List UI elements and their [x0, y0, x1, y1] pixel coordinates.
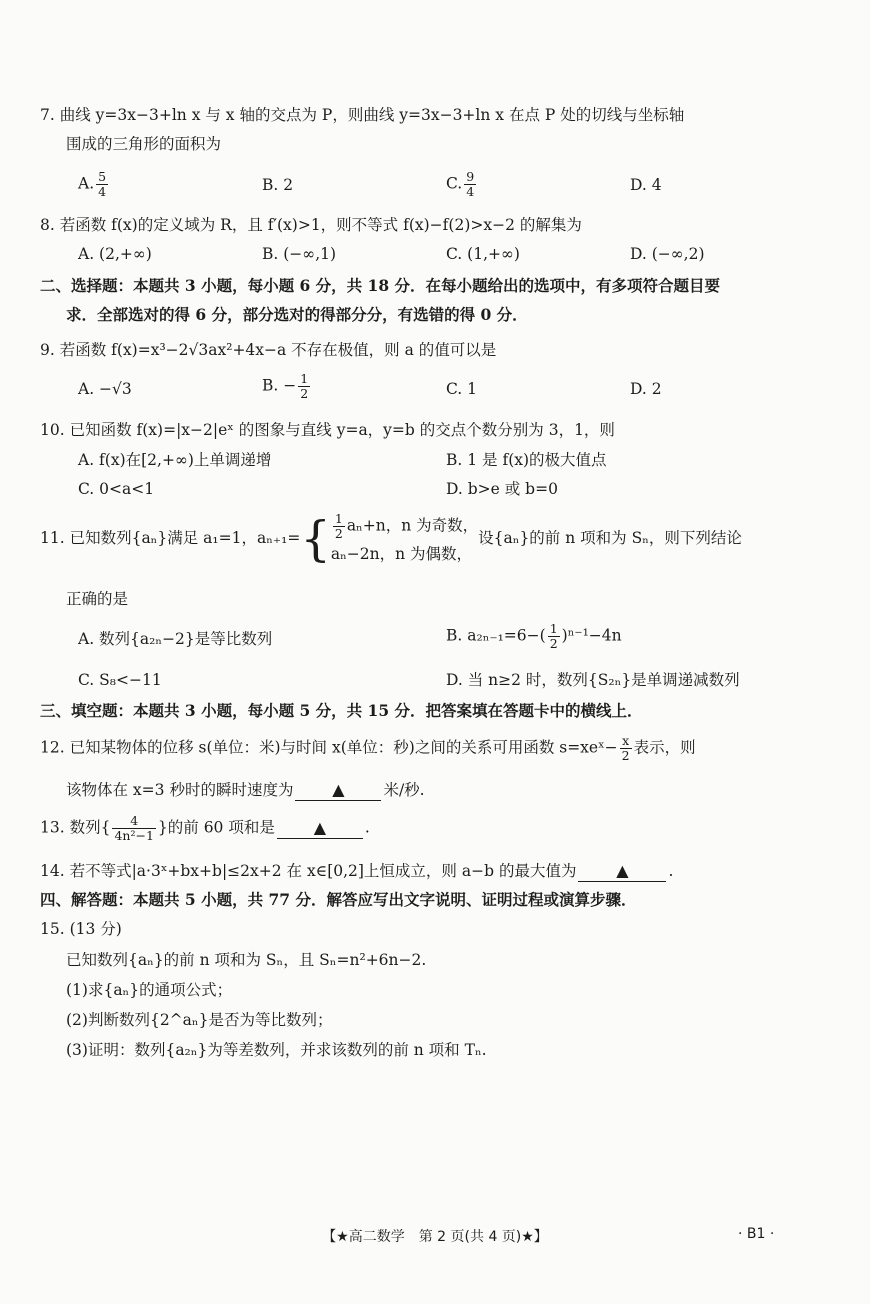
q12-stem-line1: 12. 已知某物体的位移 s(单位：米)与时间 x(单位：秒)之间的关系可用函数 s=xeˣ− $\frac{x}{2}$ 表示，则 [40, 733, 696, 763]
q15-part3: (3)证明：数列{a₂ₙ}为等差数列，并求该数列的前 n 项和 Tₙ. [66, 1041, 487, 1059]
q7-option-b: B. 2 [262, 176, 294, 194]
q7-stem-line2: 围成的三角形的面积为 [66, 135, 222, 153]
q10-option-d: D. b>e 或 b=0 [446, 480, 558, 498]
q14-answer-blank [578, 861, 666, 882]
section2-heading-line1: 二、选择题：本题共 3 小题，每小题 6 分，共 18 分．在每小题给出的选项中，有多项符合题目要 [40, 276, 721, 295]
q10-stem: 10. 已知函数 f(x)=|x−2|eˣ 的图象与直线 y=a，y=b 的交点个数分别为 3，1，则 [40, 421, 615, 439]
q9-stem: 9. 若函数 f(x)=x³−2√3ax²+4x−a 不存在极值，则 a 的值可以是 [40, 341, 497, 359]
q12-stem-line2: 该物体在 x=3 秒时的瞬时速度为 ▲ 米/秒. [66, 780, 425, 799]
q15-part2: (2)判断数列{2^aₙ}是否为等比数列； [66, 1011, 333, 1029]
q12-answer-blank [295, 780, 381, 801]
q7-option-c: C. $\frac{9}{4}$ [446, 169, 475, 199]
q11-option-a: A. 数列{a₂ₙ−2}是等比数列 [78, 630, 273, 648]
q11-stem-line2: 正确的是 [66, 590, 129, 608]
q8-option-b: B. (−∞,1) [262, 245, 337, 263]
q11-stem: 11. 已知数列{aₙ}满足 a₁=1，aₙ₊₁={ $\frac{1}{2}$ aₙ+n，n 为奇数， aₙ−2n，n 为偶数， 设{aₙ}的前 n 项和为 Sₙ，则下列结论 [40, 510, 742, 567]
page-footer: 【★高二数学 第 2 页(共 4 页)★】 [322, 1229, 548, 1245]
q9-option-a: A. −√3 [78, 380, 132, 398]
paper-code: · B1 · [738, 1226, 775, 1242]
q8-option-a: A. (2,+∞) [78, 245, 152, 263]
section2-heading-line2: 求．全部选对的得 6 分，部分选对的得部分分，有选错的得 0 分． [66, 305, 528, 324]
q11-option-d: D. 当 n≥2 时，数列{S₂ₙ}是单调递减数列 [446, 671, 740, 689]
q15-stem: 已知数列{aₙ}的前 n 项和为 Sₙ，且 Sₙ=n²+6n−2. [66, 951, 427, 969]
q11-brace: { [300, 511, 331, 567]
q11-option-b: B. a₂ₙ₋₁=6−( $\frac{1}{2}$ )ⁿ⁻¹−4n [446, 621, 622, 651]
q11-option-c: C. S₈<−11 [78, 671, 162, 689]
section4-heading: 四、解答题：本题共 5 小题，共 77 分．解答应写出文字说明、证明过程或演算步骤． [40, 890, 637, 909]
q10-option-a: A. f(x)在[2,+∞)上单调递增 [78, 451, 272, 469]
q10-option-c: C. 0<a<1 [78, 480, 155, 498]
q7-stem-line1: 7. 曲线 y=3x−3+ln x 与 x 轴的交点为 P，则曲线 y=3x−3+ln x 在点 P 处的切线与坐标轴 [40, 106, 685, 124]
q9-option-d: D. 2 [630, 380, 662, 398]
q8-stem: 8. 若函数 f(x)的定义域为 R，且 f′(x)>1，则不等式 f(x)−f(2)>x−2 的解集为 [40, 216, 582, 234]
q15-part1: (1)求{aₙ}的通项公式； [66, 981, 233, 999]
q9-option-b: B. − $\frac{1}{2}$ [262, 371, 309, 401]
triangle-icon: ▲ [616, 861, 629, 880]
triangle-icon: ▲ [332, 780, 345, 799]
q13-answer-blank [277, 818, 363, 839]
q15-title: 15. (13 分) [40, 920, 122, 938]
q14-stem: 14. 若不等式|a·3ˣ+bx+b|≤2x+2 在 x∈[0,2]上恒成立，则 a−b 的最大值为 ▲ . [40, 861, 674, 880]
section3-heading: 三、填空题：本题共 3 小题，每小题 5 分，共 15 分．把答案填在答题卡中的横线上． [40, 701, 643, 720]
triangle-icon: ▲ [313, 817, 327, 837]
q7-option-a: A. $\frac{5}{4}$ [78, 169, 107, 199]
q11-piecewise: $\frac{1}{2}$ aₙ+n，n 为奇数， aₙ−2n，n 为偶数， [330, 510, 479, 563]
q9-option-c: C. 1 [446, 380, 478, 398]
q8-option-d: D. (−∞,2) [630, 245, 705, 263]
q10-option-b: B. 1 是 f(x)的极大值点 [446, 451, 607, 469]
q7-option-d: D. 4 [630, 176, 662, 194]
q13-stem: 13. 数列{ $\frac{4}{\text{4n²−1}}$ }的前 60 项和是 ▲ . [40, 813, 370, 843]
q8-option-c: C. (1,+∞) [446, 245, 520, 263]
